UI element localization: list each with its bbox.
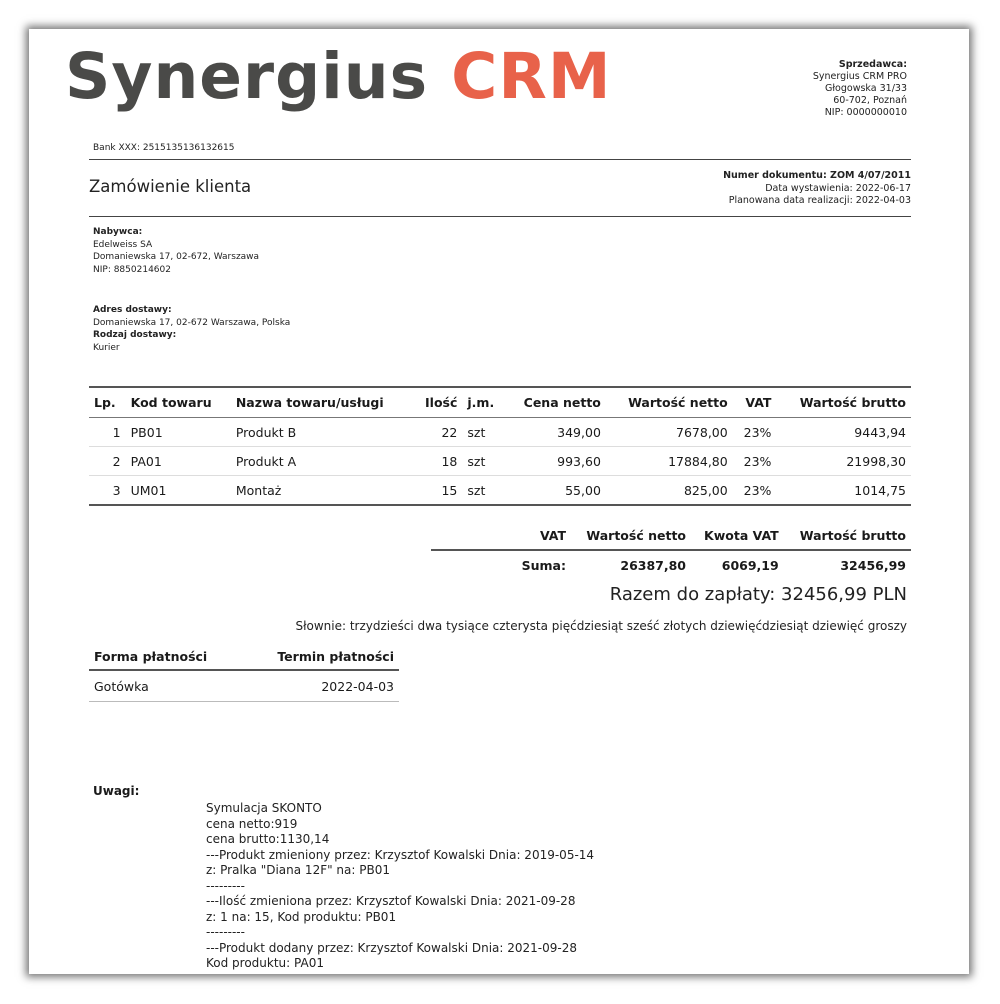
document-title: Zamówienie klienta: [89, 177, 252, 196]
seller-street: Głogowska 31/33: [825, 83, 907, 94]
seller-city: 60-702, Poznań: [833, 95, 907, 106]
col-qty: Ilość: [413, 387, 462, 418]
cell-qty: 18: [413, 447, 462, 476]
buyer-label: Nabywca:: [93, 227, 143, 237]
cell-vat: 23%: [733, 476, 777, 506]
seller-name: Synergius CRM PRO: [812, 71, 907, 82]
cell-gross-value: 9443,94: [776, 418, 911, 447]
issue-date: Data wystawienia: 2022-06-17: [765, 182, 911, 194]
cell-vat: 23%: [733, 447, 777, 476]
col-lp: Lp.: [89, 387, 126, 418]
delivery-address: Domaniewska 17, 02-672 Warszawa, Polska: [93, 317, 291, 328]
payment-row: [89, 670, 399, 702]
logo-text-accent: CRM: [451, 40, 612, 113]
note-line: cena netto:919: [206, 816, 298, 831]
cell-net-value: 17884,80: [606, 447, 733, 476]
cell-name: Produkt A: [231, 447, 414, 476]
cell-net-value: 7678,00: [606, 418, 733, 447]
summary-col-vat-amount: Kwota VAT: [691, 522, 784, 550]
summary-col-vat: VAT: [431, 522, 571, 550]
summary-gross: 32456,99: [840, 558, 906, 573]
payment-col-method: Forma płatności: [89, 643, 242, 670]
col-gross-value: Wartość brutto: [776, 387, 911, 418]
seller-nip: NIP: 0000000010: [824, 107, 907, 118]
document-page: [29, 29, 969, 974]
buyer-address: Domaniewska 17, 02-672, Warszawa: [93, 252, 260, 262]
company-logo: [65, 37, 612, 117]
col-net-value: Wartość netto: [606, 387, 733, 418]
cell-qty: 15: [413, 476, 462, 506]
note-line: z: Pralka "Diana 12F" na: PB01: [206, 863, 390, 877]
note-line: ---Produkt zmieniony przez: Krzysztof Kowalski Dnia: 2019-05-14: [206, 847, 595, 862]
planned-date: Planowana data realizacji: 2022-04-03: [728, 195, 911, 206]
summary-table: [431, 522, 911, 580]
delivery-type-label: Rodzaj dostawy:: [93, 330, 177, 340]
cell-vat: 23%: [733, 418, 777, 447]
note-line: Symulacja SKONTO: [206, 801, 322, 815]
summary-row: [431, 550, 911, 580]
cell-unit: szt: [462, 418, 505, 447]
items-header-row: [89, 387, 911, 418]
payment-due: 2022-04-03: [242, 670, 399, 702]
col-unit: j.m.: [462, 387, 505, 418]
buyer-block: [93, 226, 259, 276]
cell-unit-price: 55,00: [505, 476, 606, 506]
cell-gross-value: 21998,30: [776, 447, 911, 476]
cell-unit-price: 993,60: [505, 447, 606, 476]
delivery-type: Kurier: [93, 342, 120, 353]
col-vat: VAT: [733, 387, 777, 418]
delivery-block: [93, 304, 290, 354]
divider: [89, 159, 911, 160]
cell-code: PA01: [126, 447, 231, 476]
note-line: ---------: [206, 878, 245, 893]
cell-gross-value: 1014,75: [776, 476, 911, 506]
amount-in-words: Słownie: trzydzieści dwa tysiące czterysta pięćdziesiąt sześć złotych dziewięćdziesiąt dziewięć groszy: [295, 619, 907, 633]
items-table: [89, 386, 911, 506]
buyer-name: Edelweiss SA: [93, 239, 153, 250]
summary-header-row: [431, 522, 911, 550]
table-row: [89, 447, 911, 476]
document-number: Numer dokumentu: ZOM 4/07/2011: [723, 170, 911, 181]
seller-block: [813, 59, 907, 119]
cell-code: PB01: [126, 418, 231, 447]
bank-account: Bank XXX: 2515135136132615: [93, 143, 235, 153]
total-to-pay: Razem do zapłaty: 32456,99 PLN: [609, 584, 907, 605]
summary-label: Suma:: [521, 558, 566, 573]
cell-lp: 2: [89, 447, 126, 476]
col-name: Nazwa towaru/usługi: [231, 387, 414, 418]
delivery-address-label: Adres dostawy:: [93, 305, 172, 315]
col-code: Kod towaru: [126, 387, 231, 418]
cell-code: UM01: [126, 476, 231, 506]
note-line: cena brutto:1130,14: [206, 832, 330, 846]
cell-net-value: 825,00: [606, 476, 733, 506]
summary-col-net: Wartość netto: [571, 522, 691, 550]
summary-vat: 6069,19: [721, 558, 779, 573]
cell-name: Produkt B: [231, 418, 414, 447]
table-row: [89, 418, 911, 447]
notes-label: Uwagi:: [93, 784, 140, 798]
note-line: Kod produktu: PA01: [206, 956, 324, 970]
payment-method: Gotówka: [89, 670, 242, 702]
document-meta: [723, 170, 911, 208]
summary-net: 26387,80: [620, 558, 687, 573]
cell-name: Montaż: [231, 476, 414, 506]
col-unit-price: Cena netto: [505, 387, 606, 418]
table-row: [89, 476, 911, 506]
divider: [89, 216, 911, 217]
payment-table: [89, 643, 399, 702]
note-line: z: 1 na: 15, Kod produktu: PB01: [206, 909, 397, 924]
note-line: ---Ilość zmieniona przez: Krzysztof Kowalski Dnia: 2021-09-28: [206, 894, 576, 908]
note-line: ---Produkt dodany przez: Krzysztof Kowalski Dnia: 2021-09-28: [206, 940, 577, 955]
notes-block: [206, 801, 594, 972]
note-line: ---------: [206, 925, 245, 939]
cell-lp: 1: [89, 418, 126, 447]
seller-label: Sprzedawca:: [838, 59, 907, 70]
payment-col-due: Termin płatności: [242, 643, 399, 670]
cell-unit: szt: [462, 447, 505, 476]
cell-unit-price: 349,00: [505, 418, 606, 447]
cell-unit: szt: [462, 476, 505, 506]
summary-col-gross: Wartość brutto: [784, 522, 911, 550]
logo-text-primary: Synergius: [65, 40, 429, 113]
payment-header-row: [89, 643, 399, 670]
buyer-nip: NIP: 8850214602: [93, 264, 171, 275]
cell-qty: 22: [413, 418, 462, 447]
cell-lp: 3: [89, 476, 126, 506]
